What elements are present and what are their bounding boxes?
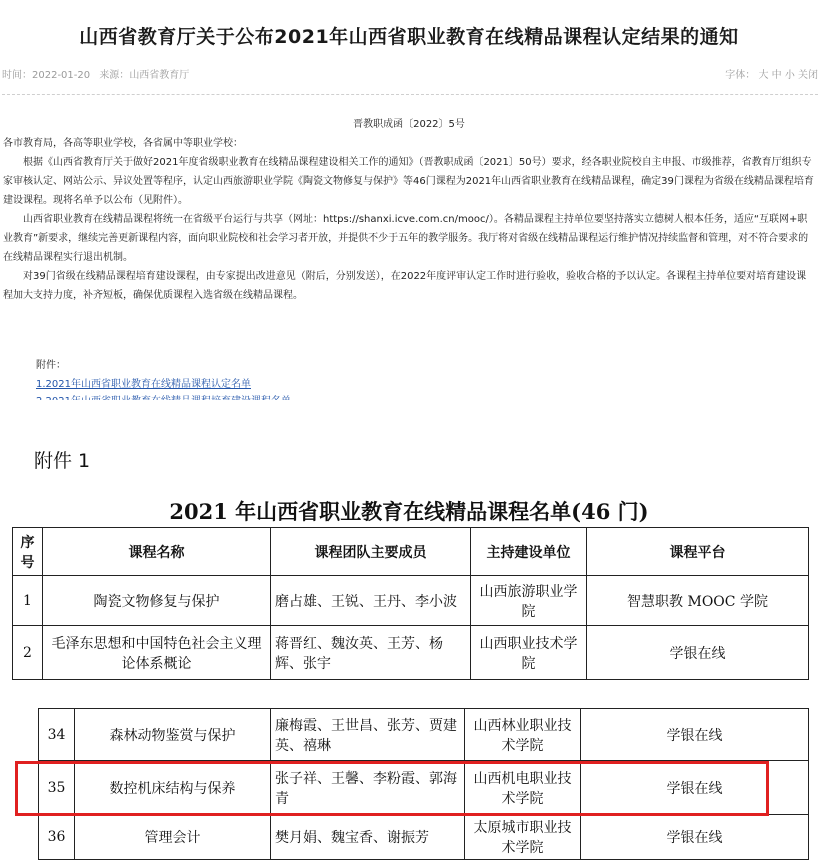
- cell-unit: 山西旅游职业学院: [471, 576, 587, 626]
- paragraph: 对39门省级在线精品课程培育建设课程，由专家提出改进意见（附后，分别发送），在2022年度评审认定工作时进行验收，验收合格的予以认定。各课程主持单位要对培育建设课程加大支持力度，补齐短板，确保优质课程入选省级在线精品课程。: [3, 271, 807, 301]
- notice-meta: [0, 66, 818, 82]
- attachments-label: 附件：: [36, 360, 66, 371]
- cell-platform: 学银在线: [581, 761, 809, 815]
- cell-no: 1: [13, 576, 43, 626]
- close-link[interactable]: 关闭: [798, 70, 818, 81]
- publish-date: 2022-01-20: [32, 70, 91, 81]
- cell-course: 毛泽东思想和中国特色社会主义理论体系概论: [43, 626, 271, 680]
- font-small-link[interactable]: 小: [784, 70, 795, 81]
- header-cell: 序号: [13, 528, 43, 576]
- source-name: 山西省教育厅: [129, 70, 190, 81]
- red-highlight-box: [15, 761, 769, 816]
- doc-number: 晋教职成函〔2022〕5号: [353, 119, 465, 130]
- salutation: 各市教育局，各高等职业学校，各省属中等职业学校：: [3, 138, 243, 149]
- cell-team: 廉梅霞、王世昌、张芳、贾建英、禧琳: [271, 709, 465, 761]
- table-row: [13, 576, 809, 626]
- notice-page: [0, 0, 818, 395]
- paragraph: 山西省职业教育在线精品课程将统一在省级平台运行与共享（网址：https://shanxi.icve.com.cn/mooc/）。各精品课程主持单位要坚持落实立德树人根本任务，适应“互联网+职业教育”新要求，继续完善更新课程内容，面向职业院校和社会学习者开放，并提供不少于五年的教学服务。我厅将对省级在线精品课程运行维护情况持续监督和管理，对不符合要求的在线精品课程实行退出机制。: [3, 214, 809, 263]
- font-large-link[interactable]: 大: [758, 70, 769, 81]
- divider: [2, 94, 818, 95]
- table-row: [39, 815, 809, 860]
- meta-right: [725, 66, 818, 81]
- paragraph: 根据《山西省教育厅关于做好2021年度省级职业教育在线精品课程建设相关工作的通知》（晋教职成函〔2021〕50号）要求，经各职业院校自主申报、市级推荐，省教育厅组织专家审核认定、网站公示、异议处置等程序，认定山西旅游职业学院《陶瓷文物修复与保护》等46门课程为2021年山西省职业教育在线精品课程，确定39门课程为省级在线精品课程培育建设课程。现将名单予以公布（见附件）。: [3, 157, 814, 206]
- cell-course: 数控机床结构与保养: [75, 761, 271, 815]
- cell-unit: 山西职业技术学院: [471, 626, 587, 680]
- header-cell: 课程名称: [43, 528, 271, 576]
- attachment-heading: 附件 1: [34, 450, 91, 472]
- table-row: [13, 626, 809, 680]
- font-medium-link[interactable]: 中: [771, 70, 782, 81]
- cell-platform: 学银在线: [581, 709, 809, 761]
- cell-no: 34: [39, 709, 75, 761]
- cell-no: 36: [39, 815, 75, 860]
- attachment-scan: [0, 400, 818, 857]
- cell-unit: 太原城市职业技术学院: [465, 815, 581, 860]
- cell-unit: 山西机电职业技术学院: [465, 761, 581, 815]
- notice-title: 山西省教育厅关于公布2021年山西省职业教育在线精品课程认定结果的通知: [79, 26, 739, 48]
- attachment-link-1[interactable]: 1.2021年山西省职业教育在线精品课程认定名单: [36, 379, 251, 390]
- cell-no: 2: [13, 626, 43, 680]
- cell-no: 35: [39, 761, 75, 815]
- meta-left: [2, 66, 189, 81]
- cell-platform: 学银在线: [587, 626, 809, 680]
- course-table-top: [12, 527, 809, 680]
- cell-course: 管理会计: [75, 815, 271, 860]
- header-cell: 课程平台: [587, 528, 809, 576]
- table-row: [39, 709, 809, 761]
- cell-team: 张子祥、王馨、李粉霞、郭海青: [271, 761, 465, 815]
- header-cell: 课程团队主要成员: [271, 528, 471, 576]
- cell-course: 陶瓷文物修复与保护: [43, 576, 271, 626]
- list-title: 2021 年山西省职业教育在线精品课程名单(46 门): [169, 499, 649, 524]
- header-cell: 主持建设单位: [471, 528, 587, 576]
- cell-team: 蒋晋红、魏汝英、王芳、杨辉、张宇: [271, 626, 471, 680]
- source-label: 来源：: [99, 70, 130, 81]
- font-size-label: 字体：: [725, 70, 756, 81]
- notice-body: [3, 134, 815, 305]
- cell-team: 磨占雄、王锐、王丹、李小波: [271, 576, 471, 626]
- cell-team: 樊月娟、魏宝香、谢振芳: [271, 815, 465, 860]
- table-header-row: [13, 528, 809, 576]
- cell-platform: 智慧职教 MOOC 学院: [587, 576, 809, 626]
- time-label: 时间：: [2, 70, 32, 81]
- cell-unit: 山西林业职业技术学院: [465, 709, 581, 761]
- cell-platform: 学银在线: [581, 815, 809, 860]
- cell-course: 森林动物鉴赏与保护: [75, 709, 271, 761]
